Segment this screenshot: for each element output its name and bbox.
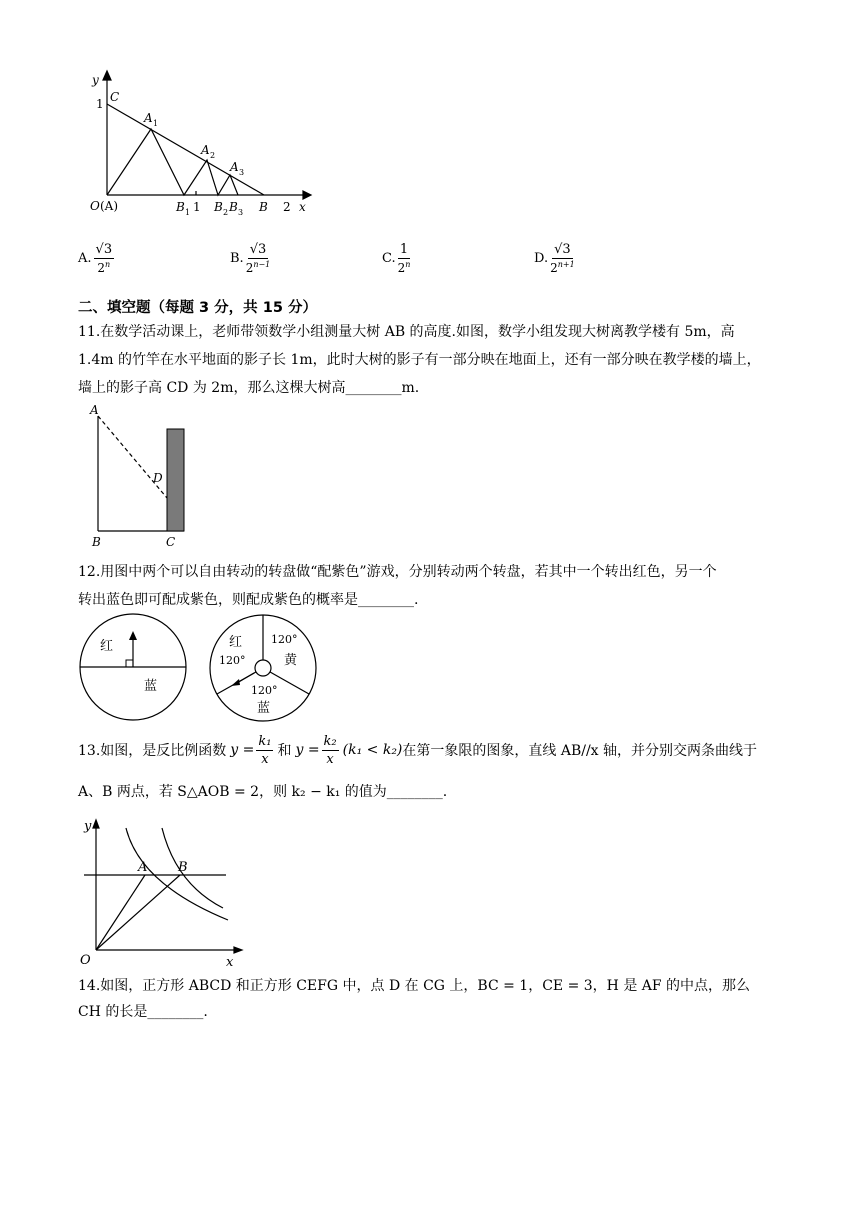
point-a2-sub: 2 xyxy=(210,151,216,160)
origin-label: O xyxy=(80,953,91,968)
y-axis-label: y xyxy=(92,73,99,87)
option-a-numerator: √3 xyxy=(95,241,113,257)
option-c xyxy=(382,236,410,280)
q13-f2-lhs: y = xyxy=(295,742,320,758)
option-b-fraction xyxy=(246,243,271,274)
option-b-numerator: √3 xyxy=(249,241,267,257)
q13-f2-numerator: k₂ xyxy=(323,733,337,749)
origin-a-label: (A) xyxy=(100,199,119,213)
q13-f1-denominator: x xyxy=(261,751,269,767)
q13-condition: (k₁ < k₂) xyxy=(342,742,403,758)
q13-and: 和 xyxy=(277,743,292,759)
point-b3-label: B xyxy=(229,200,238,214)
point-b2-sub: 2 xyxy=(223,208,229,217)
tick-1-x: 1 xyxy=(193,200,201,214)
option-c-label: C. xyxy=(382,250,396,266)
point-b1-label: B xyxy=(176,200,185,214)
q13-f2-fraction xyxy=(322,735,339,766)
option-a xyxy=(78,236,114,280)
origin-label: O xyxy=(90,199,100,213)
point-a3-label: A xyxy=(230,160,239,174)
q10-figure xyxy=(78,68,318,218)
point-b-label: B xyxy=(178,860,188,875)
q13-mid-text: 在第一象限的图象，直线 AB//x 轴，并分别交两条曲线于 xyxy=(402,743,758,759)
point-a2-label: A xyxy=(201,143,210,157)
option-b-den-base: 2 xyxy=(245,260,254,275)
point-c-label: C xyxy=(166,535,176,549)
wheel2-blue-angle: 120° xyxy=(251,684,278,697)
point-c-label: C xyxy=(110,90,120,104)
q13-f2-denominator: x xyxy=(326,751,334,767)
option-c-numerator: 1 xyxy=(399,241,409,257)
option-c-fraction xyxy=(398,243,411,274)
point-a-label: A xyxy=(90,403,99,417)
q11-text-line1: 11.在数学活动课上，老师带领数学小组测量大树 AB 的高度.如图，数学小组发现大树离教学楼有 5m，高 xyxy=(78,324,735,340)
option-d-fraction xyxy=(550,243,575,274)
wheel1-blue-label: 蓝 xyxy=(144,679,158,694)
option-d-numerator: √3 xyxy=(554,241,571,257)
option-c-den-exp: n xyxy=(405,259,411,269)
q11-figure xyxy=(80,400,200,550)
point-a1-sub: 1 xyxy=(153,119,159,128)
wheel2-red-angle: 120° xyxy=(219,654,246,667)
point-b1-sub: 1 xyxy=(185,208,191,217)
point-b3-sub: 3 xyxy=(238,208,244,217)
point-a3-sub: 3 xyxy=(239,168,245,177)
wheel2-blue-label: 蓝 xyxy=(257,701,271,716)
option-d-den-base: 2 xyxy=(550,260,558,275)
option-a-fraction xyxy=(94,243,115,274)
q12-wheel-1 xyxy=(78,612,190,724)
option-d xyxy=(534,236,575,280)
q13-f1-numerator: k₁ xyxy=(258,733,272,749)
x-axis-label: x xyxy=(226,955,234,970)
q13-f1-fraction xyxy=(256,735,273,766)
y-axis-label: y xyxy=(84,819,92,834)
q12-text-line2: 转出蓝色即可配成紫色，则配成紫色的概率是________. xyxy=(78,592,419,608)
q12-wheel-2 xyxy=(207,612,319,724)
point-a-label: A xyxy=(138,860,148,875)
option-b xyxy=(230,236,270,280)
wheel2-red-label: 红 xyxy=(229,635,243,650)
q14-text-line2: CH 的长是________. xyxy=(78,1004,208,1020)
point-d-label: D xyxy=(153,471,163,485)
point-a1-label: A xyxy=(144,111,153,125)
option-b-label: B. xyxy=(230,250,244,266)
wheel2-yellow-angle: 120° xyxy=(271,633,298,646)
option-b-den-exp: n−1 xyxy=(253,259,271,269)
q13-prefix: 13.如图，是反比例函数 xyxy=(78,743,227,759)
option-a-label: A. xyxy=(78,250,92,266)
x-axis-label: x xyxy=(299,200,306,214)
option-c-den-base: 2 xyxy=(397,260,406,275)
tick-2-x: 2 xyxy=(283,200,291,214)
option-a-den-exp: n xyxy=(105,259,111,269)
q13-text-line2: A、B 两点，若 S△AOB = 2，则 k₂ − k₁ 的值为________. xyxy=(78,784,448,800)
option-d-den-exp: n+1 xyxy=(557,259,575,269)
q13-figure xyxy=(78,812,248,972)
option-a-den-base: 2 xyxy=(97,260,106,275)
option-d-label: D. xyxy=(534,250,549,266)
q11-text-line3: 墙上的影子高 CD 为 2m，那么这棵大树高________m. xyxy=(78,380,420,396)
q13-text-line1 xyxy=(78,728,757,772)
q13-f1-lhs: y = xyxy=(230,742,255,758)
section-2-title: 二、填空题（每题 3 分，共 15 分） xyxy=(78,300,317,316)
point-b2-label: B xyxy=(214,200,223,214)
wheel1-red-label: 红 xyxy=(100,639,114,654)
q11-text-line2: 1.4m 的竹竿在水平地面的影子长 1m，此时大树的影子有一部分映在地面上，还有一部分映在教学楼的墙上， xyxy=(78,352,761,368)
q12-text-line1: 12.用图中两个可以自由转动的转盘做“配紫色”游戏，分别转动两个转盘，若其中一个转出红色，另一个 xyxy=(78,564,717,580)
q14-text-line1: 14.如图，正方形 ABCD 和正方形 CEFG 中，点 D 在 CG 上，BC = 1，CE = 3，H 是 AF 的中点，那么 xyxy=(78,978,751,994)
point-b-label: B xyxy=(259,200,268,214)
wheel2-yellow-label: 黄 xyxy=(284,653,298,668)
point-b-label: B xyxy=(92,535,101,549)
tick-1-y: 1 xyxy=(96,97,104,111)
